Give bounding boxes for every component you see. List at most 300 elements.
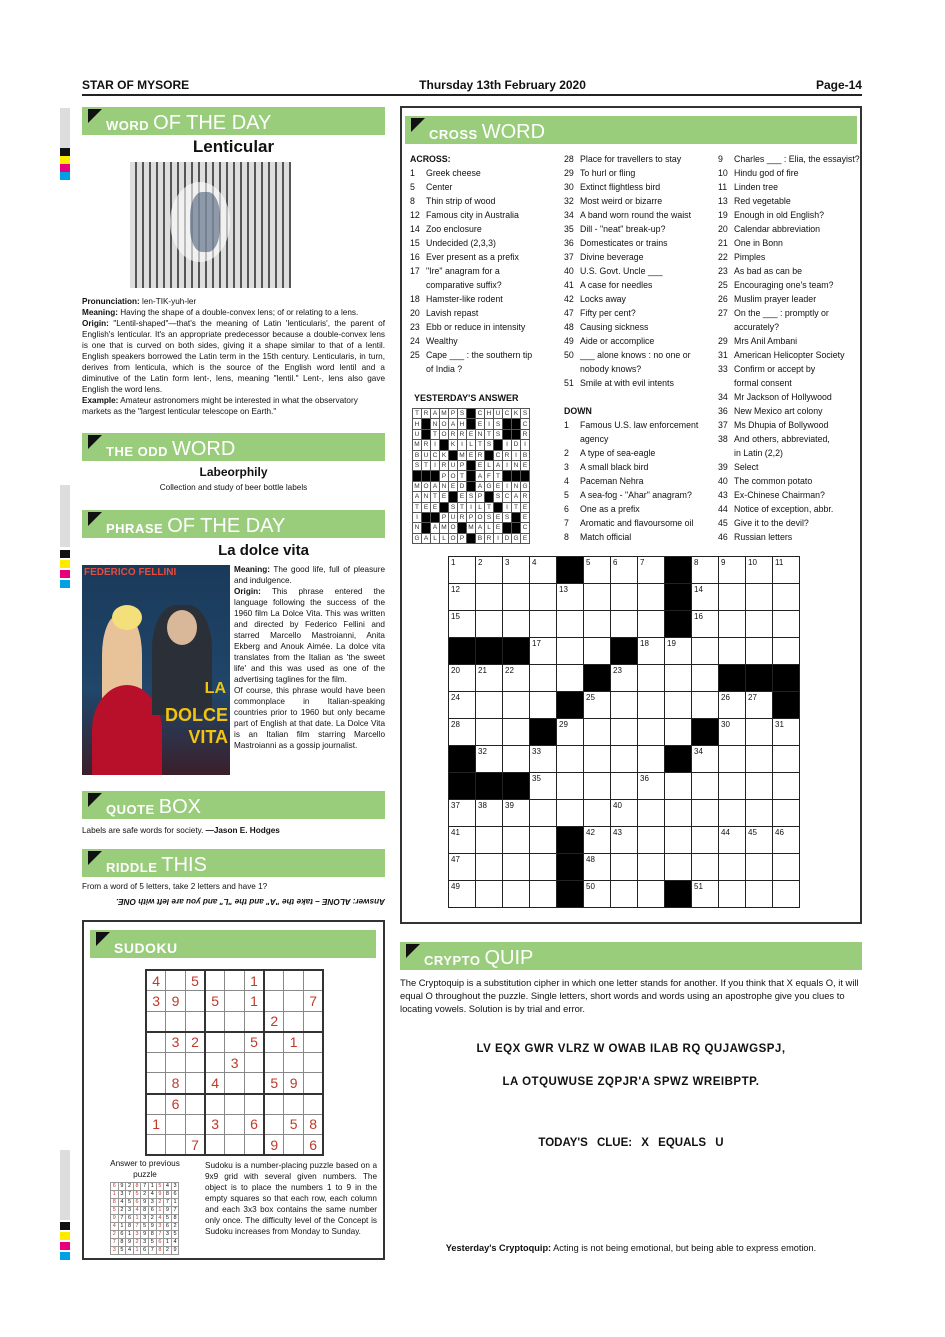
answer-cell xyxy=(467,460,476,470)
crossword-cell[interactable] xyxy=(773,584,800,611)
crossword-cell[interactable] xyxy=(503,881,530,908)
crossword-cell[interactable] xyxy=(692,665,719,692)
sudoku-cell[interactable] xyxy=(304,1094,324,1115)
sudoku-answer-cell: 8 xyxy=(171,1215,179,1223)
crossword-cell[interactable] xyxy=(530,854,557,881)
clue-item xyxy=(564,418,714,432)
clue-item xyxy=(718,432,860,446)
crossword-cell[interactable] xyxy=(665,665,692,692)
sudoku-cell[interactable] xyxy=(244,1135,264,1156)
sudoku-answer-cell: 2 xyxy=(111,1231,119,1239)
sudoku-answer-cell: 2 xyxy=(141,1191,149,1199)
sudoku-cell[interactable] xyxy=(146,1094,166,1115)
sudoku-cell[interactable] xyxy=(264,1094,284,1115)
sudoku-cell[interactable] xyxy=(185,1094,205,1115)
clue-text: Fifty per cent? xyxy=(580,308,636,318)
sudoku-cell[interactable] xyxy=(304,1073,324,1094)
crossword-cell[interactable] xyxy=(665,719,692,746)
answer-cell xyxy=(467,481,476,491)
crossword-cell[interactable] xyxy=(557,800,584,827)
sudoku-answer-cell: 9 xyxy=(171,1247,179,1255)
crossword-cell[interactable]: 31 xyxy=(773,719,800,746)
crossword-cell[interactable] xyxy=(665,827,692,854)
crossword-cell[interactable]: 40 xyxy=(611,800,638,827)
crossword-cell xyxy=(746,665,773,692)
clue-item xyxy=(564,334,714,348)
crossword-cell[interactable] xyxy=(773,773,800,800)
answer-cell: N xyxy=(512,481,521,491)
sudoku-answer-cell: 7 xyxy=(171,1207,179,1215)
crossword-cell[interactable] xyxy=(611,746,638,773)
sudoku-cell[interactable] xyxy=(244,1052,264,1073)
crossword-cell[interactable]: 38 xyxy=(476,800,503,827)
answer-cell: M xyxy=(441,410,447,418)
crossword-cell[interactable] xyxy=(557,638,584,665)
sudoku-cell[interactable] xyxy=(284,1135,304,1156)
crossword-cell[interactable]: 36 xyxy=(638,773,665,800)
crossword-cell[interactable] xyxy=(584,611,611,638)
quote: Labels are safe words for society. xyxy=(82,826,204,835)
sudoku-cell[interactable] xyxy=(205,1135,225,1156)
reg-mark xyxy=(60,1252,70,1260)
crossword-cell[interactable] xyxy=(530,665,557,692)
quote-text xyxy=(82,825,385,836)
crossword-cell[interactable] xyxy=(503,827,530,854)
poster-text: LA xyxy=(204,680,226,697)
crossword-cell[interactable]: 1 xyxy=(449,557,476,584)
sudoku-answer-cell: 8 xyxy=(126,1223,134,1231)
sudoku-cell[interactable] xyxy=(166,1052,186,1073)
crossword-cell[interactable] xyxy=(773,611,800,638)
crossword-cell[interactable] xyxy=(638,665,665,692)
crossword-cell[interactable] xyxy=(503,746,530,773)
crossword-cell[interactable]: 49 xyxy=(449,881,476,908)
sudoku-cell[interactable] xyxy=(225,1011,245,1032)
odd-word-banner xyxy=(82,433,385,461)
sudoku-cell[interactable] xyxy=(205,1011,225,1032)
sudoku-cell[interactable] xyxy=(185,1052,205,1073)
crossword-cell[interactable] xyxy=(719,584,746,611)
crossword-cell[interactable] xyxy=(719,854,746,881)
answer-cell xyxy=(467,533,476,543)
cryptoquip-line1: LV EQX GWR VLRZ W OWAB ILAB RQ QUJAWGSPJ, xyxy=(476,1043,786,1055)
crossword-cell[interactable] xyxy=(746,800,773,827)
crossword-cell[interactable] xyxy=(638,746,665,773)
crossword-cell[interactable]: 23 xyxy=(611,665,638,692)
crossword-cell xyxy=(692,719,719,746)
crossword-cell[interactable] xyxy=(773,746,800,773)
sudoku-cell[interactable] xyxy=(185,1114,205,1135)
crossword-cell[interactable] xyxy=(773,638,800,665)
clue-item xyxy=(718,390,860,404)
sudoku-cell[interactable] xyxy=(304,1011,324,1032)
sudoku-cell[interactable] xyxy=(185,991,205,1012)
crossword-cell[interactable] xyxy=(692,854,719,881)
crossword-cell[interactable]: 14 xyxy=(692,584,719,611)
answer-cell: I xyxy=(413,512,422,522)
crossword-cell[interactable]: 44 xyxy=(719,827,746,854)
sudoku-cell: 5 xyxy=(244,1032,264,1053)
crossword-cell[interactable] xyxy=(638,611,665,638)
clue-number: 38 xyxy=(718,434,728,444)
label: Yesterday's Cryptoquip: xyxy=(445,1243,552,1253)
crossword-cell[interactable] xyxy=(476,584,503,611)
crossword-cell[interactable]: 3 xyxy=(503,557,530,584)
crossword-cell[interactable] xyxy=(692,800,719,827)
meaning: The good life, full of pleasure and indulgence. xyxy=(234,565,385,585)
crossword-cell[interactable]: 12 xyxy=(449,584,476,611)
sudoku-answer-cell: 1 xyxy=(148,1183,156,1191)
crossword-cell[interactable] xyxy=(692,692,719,719)
clue-text: Wealthy xyxy=(426,336,458,346)
clue-text: Linden tree xyxy=(734,182,779,192)
crossword-cell[interactable]: 22 xyxy=(503,665,530,692)
odd-word: Labeorphily xyxy=(199,465,268,479)
crossword-cell[interactable] xyxy=(584,746,611,773)
crossword-cell[interactable] xyxy=(773,854,800,881)
crossword-cell[interactable] xyxy=(665,692,692,719)
crossword-cell[interactable]: 45 xyxy=(746,827,773,854)
crossword-cell[interactable] xyxy=(746,773,773,800)
crossword-cell[interactable]: 21 xyxy=(476,665,503,692)
sudoku-cell[interactable] xyxy=(205,1052,225,1073)
crossword-cell[interactable]: 20 xyxy=(449,665,476,692)
sudoku-cell[interactable] xyxy=(225,1135,245,1156)
crossword-cell[interactable] xyxy=(530,881,557,908)
crossword-cell[interactable]: 48 xyxy=(584,854,611,881)
crossword-cell[interactable] xyxy=(638,827,665,854)
crossword-cell[interactable]: 34 xyxy=(692,746,719,773)
crossword-cell[interactable] xyxy=(611,611,638,638)
clue-number: 46 xyxy=(718,532,728,542)
crossword-cell[interactable] xyxy=(476,854,503,881)
crossword-cell[interactable] xyxy=(503,854,530,881)
crossword-cell[interactable]: 29 xyxy=(557,719,584,746)
crossword-cell[interactable]: 42 xyxy=(584,827,611,854)
answer-cell: T xyxy=(431,429,440,439)
sudoku-answer-cell: 4 xyxy=(171,1239,179,1247)
crossword-cell[interactable]: 51 xyxy=(692,881,719,908)
clue-number: 40 xyxy=(718,476,728,486)
clue-item xyxy=(410,278,560,292)
crossword-cell[interactable]: 17 xyxy=(530,638,557,665)
crossword-cell[interactable] xyxy=(503,584,530,611)
crossword-cell[interactable] xyxy=(638,854,665,881)
sudoku-cell[interactable] xyxy=(264,970,284,991)
crossword-cell[interactable] xyxy=(773,800,800,827)
answer-cell: A xyxy=(476,523,485,533)
crossword-cell[interactable]: 30 xyxy=(719,719,746,746)
clue-item xyxy=(410,208,560,222)
crossword-cell xyxy=(773,692,800,719)
crossword-cell[interactable] xyxy=(611,854,638,881)
crossword-cell[interactable] xyxy=(665,854,692,881)
clue-number xyxy=(718,320,734,334)
crossword-cell[interactable] xyxy=(611,881,638,908)
sudoku-cell[interactable] xyxy=(264,1114,284,1135)
sudoku-cell[interactable] xyxy=(304,970,324,991)
crossword-cell[interactable] xyxy=(638,692,665,719)
crossword-cell[interactable] xyxy=(719,800,746,827)
crossword-cell[interactable]: 2 xyxy=(476,557,503,584)
clue-text: Locks away xyxy=(580,294,626,304)
crossword-cell[interactable]: 43 xyxy=(611,827,638,854)
crossword-cell[interactable]: 11 xyxy=(773,557,800,584)
sudoku-cell[interactable] xyxy=(166,1114,186,1135)
banner-label-small: CROSS xyxy=(429,127,478,142)
crossword-cell[interactable] xyxy=(557,746,584,773)
cryptoquip-banner xyxy=(400,942,862,970)
sudoku-cell[interactable] xyxy=(284,970,304,991)
crossword-cell[interactable]: 6 xyxy=(611,557,638,584)
crossword-cell[interactable]: 46 xyxy=(773,827,800,854)
clue-item xyxy=(718,334,860,348)
crossword-cell[interactable] xyxy=(530,827,557,854)
crossword-cell[interactable]: 47 xyxy=(449,854,476,881)
answer-cell: E xyxy=(449,481,458,491)
crossword-cell[interactable]: 19 xyxy=(665,638,692,665)
crossword-cell[interactable] xyxy=(638,881,665,908)
crossword-cell[interactable] xyxy=(476,719,503,746)
answer-cell: A xyxy=(476,481,485,491)
crossword-cell[interactable]: 37 xyxy=(449,800,476,827)
sudoku-cell[interactable] xyxy=(284,1052,304,1073)
sudoku-cell[interactable] xyxy=(205,1032,225,1053)
sudoku-cell: 5 xyxy=(185,970,205,991)
crossword-cell[interactable] xyxy=(584,800,611,827)
crossword-cell[interactable] xyxy=(476,827,503,854)
crossword-cell xyxy=(584,665,611,692)
clue-text: Causing sickness xyxy=(580,322,649,332)
sudoku-cell[interactable] xyxy=(225,1032,245,1053)
crossword-cell[interactable] xyxy=(719,881,746,908)
crossword-cell[interactable] xyxy=(584,584,611,611)
clue-text: Confirm or accept by xyxy=(734,364,816,374)
answer-cell: E xyxy=(431,502,440,512)
crossword-cell[interactable]: 8 xyxy=(692,557,719,584)
crossword-cell[interactable] xyxy=(665,800,692,827)
crossword-cell[interactable] xyxy=(746,638,773,665)
sudoku-cell[interactable] xyxy=(264,1032,284,1053)
crossword-cell[interactable] xyxy=(611,584,638,611)
answer-cell xyxy=(431,471,440,481)
crossword-cell[interactable] xyxy=(584,719,611,746)
sudoku-answer-cell: 2 xyxy=(118,1207,126,1215)
sudoku-cell[interactable] xyxy=(205,1094,225,1115)
crossword-cell[interactable] xyxy=(611,692,638,719)
clue-text: "Ire" anagram for a xyxy=(426,266,500,276)
clue-text: Pimples xyxy=(734,252,766,262)
crossword-cell xyxy=(665,746,692,773)
crossword-cell[interactable] xyxy=(692,773,719,800)
sudoku-cell[interactable] xyxy=(284,1011,304,1032)
crossword-cell[interactable] xyxy=(557,665,584,692)
crossword-cell[interactable]: 15 xyxy=(449,611,476,638)
crossword-cell[interactable] xyxy=(611,719,638,746)
sudoku-cell[interactable] xyxy=(225,1114,245,1135)
sudoku-cell: 1 xyxy=(146,1114,166,1135)
crossword-cell[interactable] xyxy=(557,611,584,638)
sudoku-cell[interactable] xyxy=(264,1052,284,1073)
sudoku-cell[interactable] xyxy=(264,991,284,1012)
clue-number: 48 xyxy=(564,322,574,332)
answer-cell: D xyxy=(512,440,521,450)
sudoku-cell[interactable] xyxy=(146,1052,166,1073)
sudoku-answer-cell: 3 xyxy=(111,1247,119,1255)
crossword-cell[interactable] xyxy=(746,854,773,881)
answer-cell: R xyxy=(521,492,530,502)
answer-cell: E xyxy=(476,460,485,470)
crossword-cell[interactable] xyxy=(692,827,719,854)
crossword-cell[interactable] xyxy=(719,773,746,800)
crossword-cell[interactable] xyxy=(530,584,557,611)
crossword-cell[interactable] xyxy=(746,611,773,638)
sudoku-cell[interactable] xyxy=(244,1011,264,1032)
crossword-cell[interactable]: 28 xyxy=(449,719,476,746)
answer-cell: S xyxy=(485,440,494,450)
sudoku-cell[interactable] xyxy=(244,1094,264,1115)
sudoku-answer-cell: 9 xyxy=(164,1207,172,1215)
sudoku-cell[interactable] xyxy=(166,1135,186,1156)
sudoku-answer-cell: 2 xyxy=(164,1247,172,1255)
crossword-cell[interactable]: 39 xyxy=(503,800,530,827)
answer-cell xyxy=(467,409,476,419)
answer-cell: I xyxy=(467,502,476,512)
crossword-cell[interactable]: 50 xyxy=(584,881,611,908)
crossword-cell[interactable] xyxy=(746,584,773,611)
crossword-cell[interactable] xyxy=(503,719,530,746)
clue-number: 8 xyxy=(564,532,569,542)
answer-cell: I xyxy=(431,460,440,470)
crossword-cell[interactable] xyxy=(638,719,665,746)
crossword-cell[interactable]: 13 xyxy=(557,584,584,611)
crossword-cell[interactable] xyxy=(719,746,746,773)
sudoku-cell[interactable] xyxy=(225,1073,245,1094)
sudoku-cell: 4 xyxy=(205,1073,225,1094)
crossword-cell[interactable] xyxy=(665,773,692,800)
sudoku-cell[interactable] xyxy=(146,1135,166,1156)
crossword-cell[interactable]: 33 xyxy=(530,746,557,773)
crossword-cell[interactable]: 16 xyxy=(692,611,719,638)
crossword-cell[interactable] xyxy=(746,746,773,773)
crossword-cell[interactable] xyxy=(584,773,611,800)
sudoku-cell[interactable] xyxy=(146,1032,166,1053)
clue-item xyxy=(564,320,714,334)
crossword-cell[interactable] xyxy=(503,692,530,719)
clue-number: 39 xyxy=(718,462,728,472)
clue-item xyxy=(718,488,860,502)
margin-strip xyxy=(60,108,70,148)
crossword-cell[interactable] xyxy=(503,611,530,638)
crossword-cell[interactable] xyxy=(530,611,557,638)
sudoku-cell[interactable] xyxy=(284,1094,304,1115)
clue-number: 25 xyxy=(410,350,420,360)
crossword-cell xyxy=(665,881,692,908)
riddle-answer: Answer: ALONE – take the "A" and the "L" and you are left with ONE. xyxy=(115,897,385,906)
cryptoquip-clue: TODAY'S CLUE: X EQUALS U xyxy=(538,1137,724,1149)
answer-cell: T xyxy=(422,460,431,470)
sudoku-cell: 1 xyxy=(284,1032,304,1053)
banner-label-small: THE ODD xyxy=(106,444,168,459)
sudoku-cell[interactable] xyxy=(205,970,225,991)
wotd-text xyxy=(82,296,385,417)
crossword-cell[interactable] xyxy=(746,719,773,746)
sudoku-cell[interactable] xyxy=(225,1094,245,1115)
sudoku-cell[interactable] xyxy=(166,970,186,991)
crossword-cell[interactable]: 35 xyxy=(530,773,557,800)
crossword-cell[interactable]: 25 xyxy=(584,692,611,719)
sudoku-cell[interactable] xyxy=(146,1011,166,1032)
clue-item xyxy=(564,488,714,502)
clue-number: 3 xyxy=(564,462,569,472)
sudoku-answer-cell: 9 xyxy=(126,1239,134,1247)
answer-cell: O xyxy=(441,430,447,438)
crossword-cell[interactable] xyxy=(638,800,665,827)
crossword-cell[interactable]: 9 xyxy=(719,557,746,584)
clue-text: A type of sea-eagle xyxy=(580,448,656,458)
crossword-cell[interactable] xyxy=(692,638,719,665)
crossword-cell[interactable]: 32 xyxy=(476,746,503,773)
clue-number: 41 xyxy=(564,280,574,290)
clue-item xyxy=(718,166,860,180)
sudoku-cell[interactable] xyxy=(225,970,245,991)
sudoku-cell[interactable] xyxy=(166,1011,186,1032)
clue-text: Center xyxy=(426,182,453,192)
sudoku-cell[interactable] xyxy=(304,1032,324,1053)
sudoku-cell[interactable] xyxy=(284,991,304,1012)
crossword-cell[interactable]: 7 xyxy=(638,557,665,584)
answer-cell: A xyxy=(422,533,431,543)
crossword-cell[interactable] xyxy=(476,692,503,719)
crossword-cell[interactable]: 24 xyxy=(449,692,476,719)
sudoku-cell[interactable] xyxy=(225,991,245,1012)
crossword-cell[interactable] xyxy=(530,800,557,827)
crossword-cell[interactable]: 26 xyxy=(719,692,746,719)
clue-item xyxy=(564,194,714,208)
crossword-cell[interactable] xyxy=(638,584,665,611)
riddle-question: From a word of 5 letters, take 2 letters and have 1? xyxy=(82,882,268,891)
crossword-cell[interactable] xyxy=(476,611,503,638)
sudoku-cell[interactable] xyxy=(185,1011,205,1032)
crossword-cell[interactable] xyxy=(719,611,746,638)
clue-text: Famous U.S. law enforcement xyxy=(580,420,699,430)
sudoku-answer-cell: 6 xyxy=(133,1199,141,1207)
answer-cell: K xyxy=(440,450,449,460)
crossword-cell[interactable] xyxy=(773,881,800,908)
sudoku-cell[interactable] xyxy=(304,1052,324,1073)
sudoku-cell[interactable] xyxy=(244,1073,264,1094)
clue-item xyxy=(564,432,714,446)
sudoku-cell[interactable] xyxy=(185,1073,205,1094)
clue-number: 44 xyxy=(718,504,728,514)
sudoku-cell: 1 xyxy=(244,991,264,1012)
crossword-cell[interactable] xyxy=(476,881,503,908)
crossword-cell[interactable] xyxy=(611,773,638,800)
clue-text: of India ? xyxy=(426,364,463,374)
crossword-cell[interactable]: 4 xyxy=(530,557,557,584)
crossword-cell[interactable] xyxy=(557,773,584,800)
crossword-cell[interactable]: 41 xyxy=(449,827,476,854)
crossword-cell[interactable] xyxy=(584,638,611,665)
crossword-cell[interactable]: 18 xyxy=(638,638,665,665)
sudoku-cell[interactable] xyxy=(146,1073,166,1094)
crossword-cell[interactable] xyxy=(746,881,773,908)
crossword-cell[interactable] xyxy=(530,692,557,719)
crossword-cell[interactable] xyxy=(719,638,746,665)
crossword-cell[interactable]: 27 xyxy=(746,692,773,719)
crossword-cell[interactable]: 5 xyxy=(584,557,611,584)
crossword-cell[interactable]: 10 xyxy=(746,557,773,584)
